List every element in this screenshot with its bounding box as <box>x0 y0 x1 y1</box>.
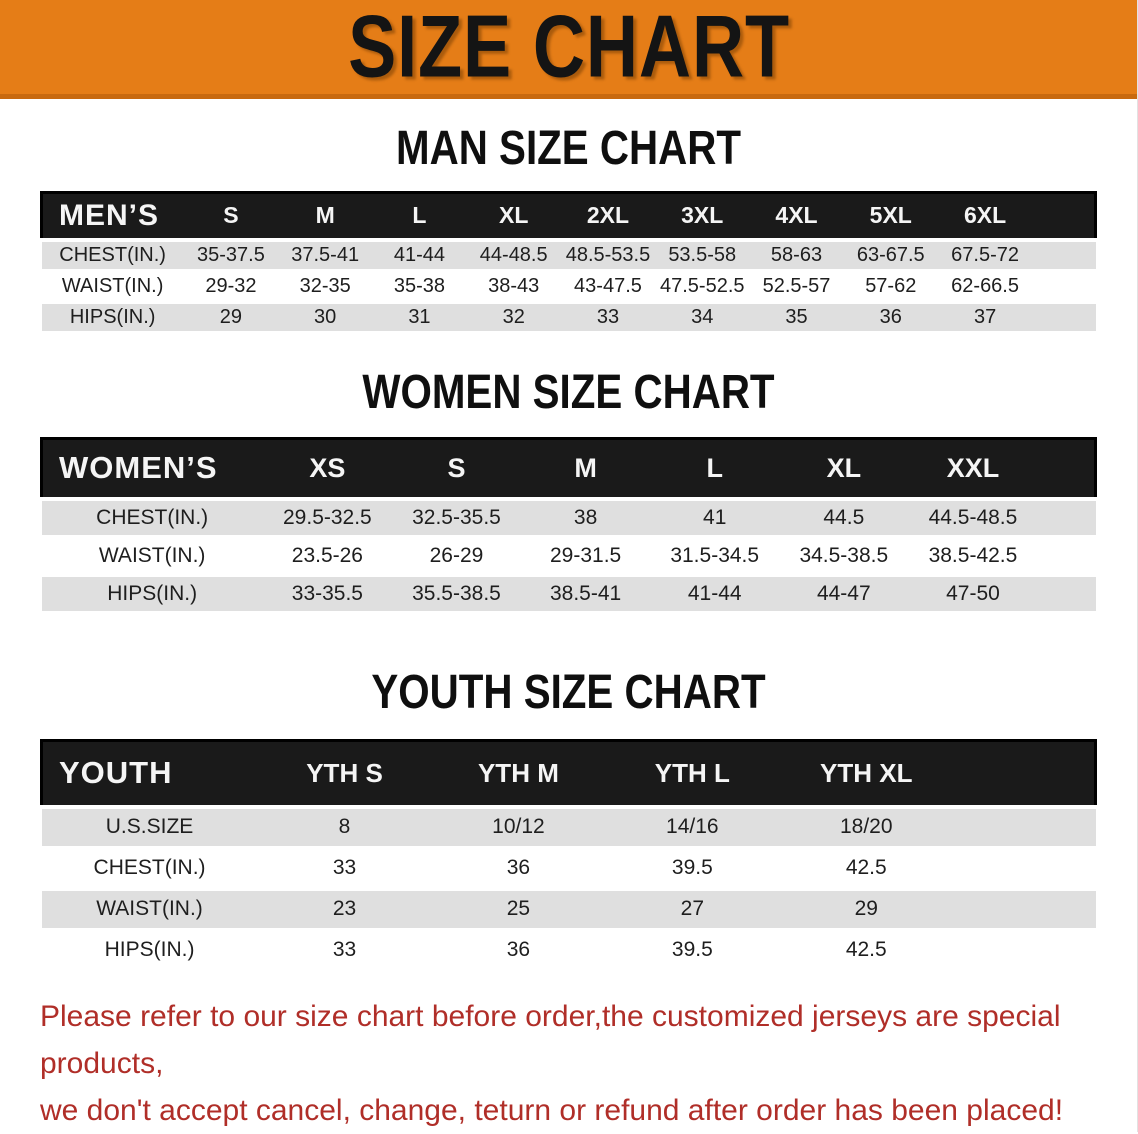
table-row <box>42 930 1096 971</box>
size-value: 33 <box>596 305 620 328</box>
page-title: SIZE CHART <box>347 0 790 96</box>
column-header: 4XL <box>775 202 818 229</box>
table-row <box>42 499 1096 537</box>
size-value: 31.5-34.5 <box>670 544 760 567</box>
size-value: 18/20 <box>839 815 893 838</box>
size-value: 35-38 <box>393 274 446 297</box>
disclaimer-line-2: we don't accept cancel, change, teturn or refund after order has been placed! <box>40 1093 1064 1127</box>
men-section-heading: MAN SIZE CHART <box>396 122 741 175</box>
row-label: CHEST(IN.) <box>59 243 166 266</box>
table-row <box>42 271 1096 302</box>
mens-size-table <box>40 191 1097 335</box>
column-header: 6XL <box>963 202 1007 229</box>
column-header: XXL <box>946 452 1000 483</box>
size-value: 38.5-42.5 <box>928 544 1018 567</box>
column-header: S <box>447 452 466 483</box>
table-row <box>42 889 1096 930</box>
size-value: 33-35.5 <box>291 582 363 605</box>
youth-size-table <box>40 739 1097 973</box>
size-value: 34.5-38.5 <box>799 544 889 567</box>
row-label: WAIST(IN.) <box>98 544 206 567</box>
spacer-cell <box>1038 537 1096 575</box>
row-label: HIPS(IN.) <box>69 305 156 328</box>
row-label: U.S.SIZE <box>105 815 194 838</box>
size-value: 29 <box>854 897 878 920</box>
row-label: CHEST(IN.) <box>96 506 209 529</box>
size-value: 41-44 <box>393 243 446 266</box>
column-header: YTH XL <box>820 757 913 788</box>
section-women <box>0 365 1137 616</box>
size-value: 36 <box>506 856 531 879</box>
row-label: HIPS(IN.) <box>104 938 195 961</box>
size-value: 52.5-57 <box>762 274 831 297</box>
column-header: 3XL <box>681 202 724 229</box>
size-value: 14/16 <box>666 815 719 838</box>
table-header-row <box>42 193 1096 240</box>
spacer-cell <box>1032 302 1095 333</box>
size-value: 33 <box>332 856 357 879</box>
column-header: L <box>706 452 723 483</box>
column-header: XL <box>499 202 529 229</box>
spacer-cell <box>953 807 1095 848</box>
size-value: 29-31.5 <box>549 544 622 567</box>
size-value: 25 <box>506 897 531 920</box>
table-row <box>42 240 1096 271</box>
row-label: WAIST(IN.) <box>61 274 164 297</box>
row-label: HIPS(IN.) <box>107 582 198 605</box>
size-value: 38-43 <box>488 274 540 297</box>
size-value: 37 <box>973 305 997 328</box>
size-value: 44.5-48.5 <box>928 506 1018 529</box>
table-header-row <box>42 741 1096 807</box>
size-value: 38.5-41 <box>549 582 622 605</box>
size-value: 43-47.5 <box>574 274 642 297</box>
table-header-row <box>42 438 1096 499</box>
spacer-cell <box>1038 575 1096 613</box>
size-value: 23 <box>332 897 357 920</box>
section-youth <box>0 666 1137 973</box>
size-value: 41 <box>703 506 727 529</box>
spacer-cell <box>953 930 1095 971</box>
size-value: 29.5-32.5 <box>283 506 372 529</box>
size-value: 41-44 <box>687 582 742 605</box>
size-value: 44-48.5 <box>479 243 548 266</box>
size-value: 53.5-58 <box>668 243 737 266</box>
row-label: CHEST(IN.) <box>93 856 206 879</box>
size-value: 34 <box>691 305 714 328</box>
size-value: 23.5-26 <box>291 544 363 567</box>
women-section-heading: WOMEN SIZE CHART <box>362 365 775 419</box>
column-header: 5XL <box>869 202 912 229</box>
size-value: 36 <box>506 938 531 961</box>
size-value: 26-29 <box>429 544 484 567</box>
size-value: 39.5 <box>671 856 713 879</box>
table-row <box>42 807 1096 848</box>
disclaimer-line-1: Please refer to our size chart before order,the customized jerseys are special products, <box>40 999 1061 1080</box>
column-header: 2XL <box>586 202 630 229</box>
table-group-label: MEN’S <box>59 198 160 232</box>
spacer-cell <box>953 741 1095 807</box>
banner <box>0 0 1137 99</box>
size-value: 35-37.5 <box>196 243 265 266</box>
size-value: 47.5-52.5 <box>659 274 745 297</box>
size-value: 36 <box>879 305 902 328</box>
table-row <box>42 537 1096 575</box>
size-value: 8 <box>338 815 351 838</box>
size-value: 33 <box>332 938 357 961</box>
spacer-cell <box>1032 193 1095 240</box>
size-value: 10/12 <box>492 815 545 838</box>
size-value: 32-35 <box>299 274 351 297</box>
column-header: XL <box>826 452 862 483</box>
size-value: 44-47 <box>816 582 871 605</box>
size-value: 30 <box>314 305 337 328</box>
spacer-cell <box>1038 438 1096 499</box>
size-value: 58-63 <box>770 243 823 266</box>
size-value: 47-50 <box>946 582 1000 605</box>
size-value: 39.5 <box>671 938 713 961</box>
size-value: 32 <box>502 305 525 328</box>
size-value: 29-32 <box>205 274 257 297</box>
size-value: 42.5 <box>845 938 887 961</box>
spacer-cell <box>1032 240 1095 271</box>
size-value: 37.5-41 <box>291 243 360 266</box>
column-header: YTH L <box>654 757 730 788</box>
size-value: 67.5-72 <box>951 243 1019 266</box>
table-row <box>42 848 1096 889</box>
table-row <box>42 302 1096 333</box>
table-group-label: YOUTH <box>59 755 173 791</box>
size-value: 29 <box>219 305 243 328</box>
size-value: 38 <box>573 506 598 529</box>
spacer-cell <box>953 889 1095 930</box>
column-header: YTH M <box>477 757 559 788</box>
size-value: 62-66.5 <box>951 274 1019 297</box>
spacer-cell <box>1038 499 1096 537</box>
column-header: YTH S <box>306 757 383 788</box>
column-header: M <box>315 202 335 229</box>
row-label: WAIST(IN.) <box>96 897 203 920</box>
column-header: L <box>412 202 427 229</box>
size-value: 48.5-53.5 <box>565 243 651 266</box>
size-value: 27 <box>680 897 704 920</box>
youth-section-heading: YOUTH SIZE CHART <box>371 666 766 719</box>
disclaimer <box>40 993 1137 1134</box>
column-header: XS <box>309 452 346 483</box>
womens-size-table <box>40 437 1097 616</box>
size-value: 35 <box>785 305 808 328</box>
size-value: 57-62 <box>865 274 917 297</box>
size-value: 32.5-35.5 <box>412 506 501 529</box>
table-group-label: WOMEN’S <box>59 450 218 486</box>
column-header: S <box>223 202 239 229</box>
table-row <box>42 575 1096 613</box>
size-value: 35.5-38.5 <box>412 582 501 605</box>
spacer-cell <box>1032 271 1095 302</box>
spacer-cell <box>953 848 1095 889</box>
size-value: 31 <box>408 305 431 328</box>
column-header: M <box>574 452 597 483</box>
section-men <box>0 122 1137 335</box>
size-value: 44.5 <box>823 506 865 529</box>
size-value: 63-67.5 <box>856 243 925 266</box>
size-value: 42.5 <box>845 856 887 879</box>
